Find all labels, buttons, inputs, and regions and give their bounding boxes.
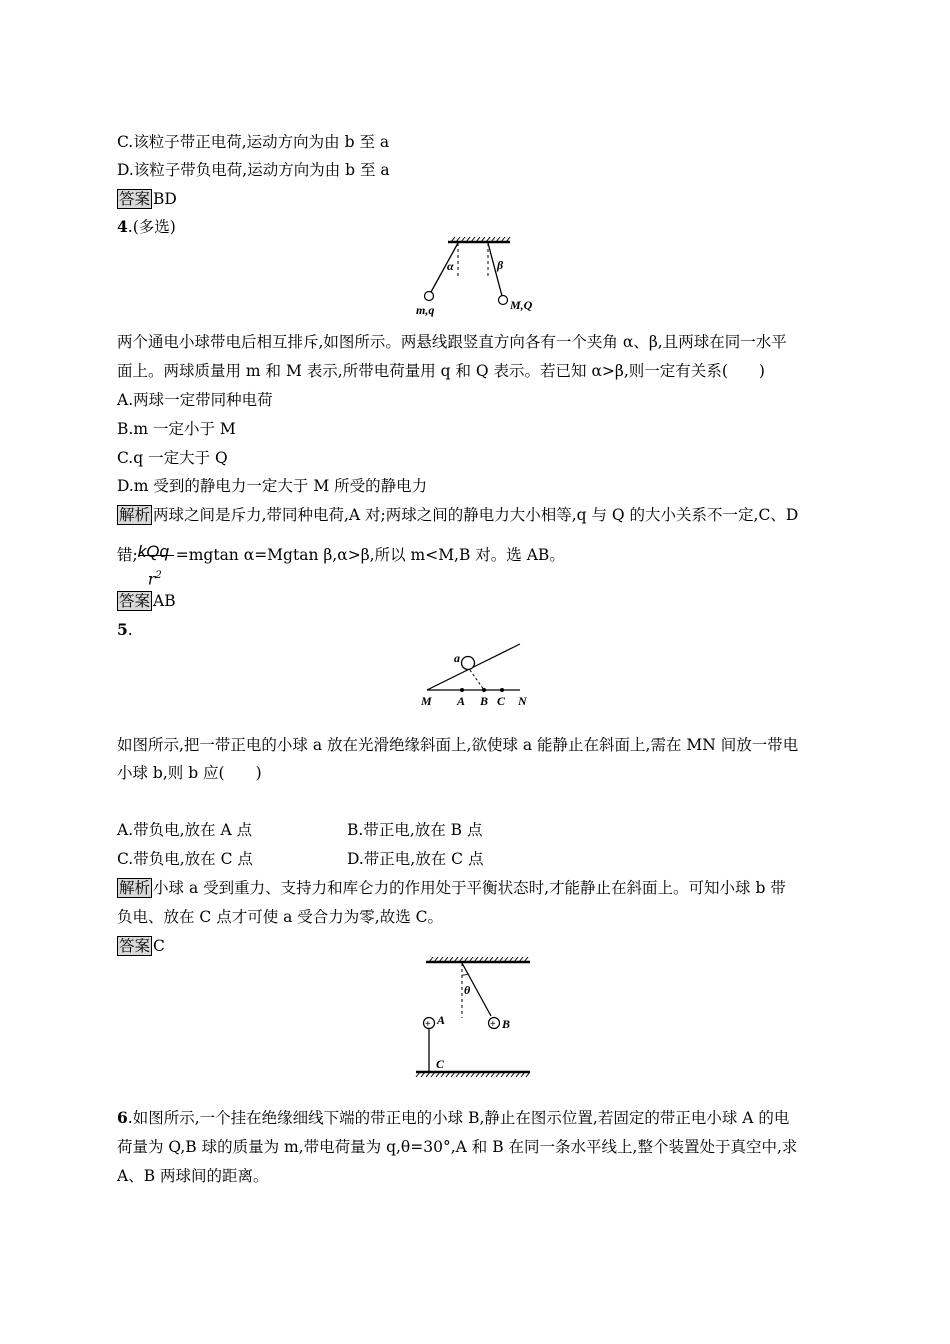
point-b <box>482 688 486 692</box>
q3-option-c: C.该粒子带正电荷,运动方向为由 b 至 a <box>117 133 390 151</box>
q5-option-c: C.带负电,放在 C 点 <box>117 850 253 868</box>
right-ball-label: M,Q <box>510 298 533 312</box>
q5-heading: 5. <box>117 620 133 639</box>
q4-analysis-text1: 两球之间是斥力,带同种电荷,A 对;两球之间的静电力大小相等,q 与 Q 的大小关系不一定,C、D <box>153 506 799 524</box>
b-label: B <box>480 694 489 708</box>
q5-stem-line2: 小球 b,则 b 应( ) <box>117 764 262 782</box>
analysis-tag: 解析 <box>119 879 151 897</box>
point-a <box>460 688 464 692</box>
q6-stem-text1: .如图所示,一个挂在绝缘细线下端的带正电的小球 B,静止在图示位置,若固定的带正电小球 A 的电 <box>127 1109 790 1127</box>
q5-number: 5 <box>117 620 128 639</box>
theta-arc <box>462 974 468 975</box>
q6-stem-line3: A、B 两球间的距离。 <box>117 1167 269 1185</box>
q5-answer: C <box>153 937 165 955</box>
q4-analysis-prefix: 错; <box>117 546 138 564</box>
answer-tag: 答案 <box>119 937 151 955</box>
ball-a <box>462 657 475 670</box>
analysis-tag: 解析 <box>119 506 151 524</box>
answer-tag: 答案 <box>119 592 151 610</box>
q4-stem-line1: 两个通电小球带电后相互排斥,如图所示。两悬线跟竖直方向各有一个夹角 α、β,且两球在同一水平 <box>117 333 787 351</box>
q4-analysis-suffix: =mgtan α=Mgtan β,α>β,所以 m<M,B 对。选 AB。 <box>175 546 565 564</box>
q5-figure <box>412 640 542 712</box>
q4-answer: AB <box>153 592 176 610</box>
q3-answer-row <box>117 188 177 210</box>
q5-option-a: A.带负电,放在 A 点 <box>117 821 253 839</box>
q6-number: 6 <box>117 1108 128 1127</box>
q3-answer: BD <box>153 190 177 208</box>
perpendicular-dash <box>470 670 484 690</box>
q4-heading <box>117 216 176 238</box>
right-ball <box>499 296 508 305</box>
alpha-label: α <box>447 259 454 273</box>
c-label: C <box>436 1057 445 1071</box>
left-string <box>431 243 458 292</box>
q4-option-a: A.两球一定带同种电荷 <box>117 391 273 409</box>
q4-figure <box>410 236 550 320</box>
a-label: A <box>437 1013 446 1027</box>
ball-b-plus: + <box>490 1019 496 1030</box>
ball-a-plus: + <box>425 1019 431 1030</box>
left-ball-label: m,q <box>416 303 435 317</box>
fraction-exponent: 2 <box>155 570 162 581</box>
theta-label: θ <box>464 983 471 997</box>
n-label: N <box>518 694 527 708</box>
beta-label: β <box>497 258 504 272</box>
m-label: M <box>421 694 432 708</box>
q4-option-c: C.q 一定大于 Q <box>117 449 228 467</box>
q5-option-b: B.带正电,放在 B 点 <box>347 821 483 839</box>
fraction-denominator: $r^2$ <box>147 569 162 589</box>
q4-option-d: D.m 受到的静电力一定大于 M 所受的静电力 <box>117 477 428 495</box>
q5-analysis-line2: 负电、放在 C 点才可使 a 受合力为零,故选 C。 <box>117 908 444 926</box>
ball-a-label: a <box>454 651 460 665</box>
q4-answer-row <box>117 590 176 612</box>
q4-analysis-line2 <box>117 535 565 589</box>
q5-analysis-line1 <box>117 877 786 899</box>
coulomb-fraction <box>137 536 176 589</box>
left-ball <box>425 292 434 301</box>
q4-kind: .(多选) <box>127 218 176 236</box>
a-label: A <box>457 694 466 708</box>
b-label: B <box>502 1017 511 1031</box>
q4-stem-line2: 面上。两球质量用 m 和 M 表示,所带电荷量用 q 和 Q 表示。若已知 α>β,则一定有关系( ) <box>117 362 765 380</box>
q3-option-d: D.该粒子带负电荷,运动方向为由 b 至 a <box>117 161 390 179</box>
q4-number: 4 <box>117 217 128 236</box>
q5-answer-row <box>117 935 165 957</box>
q5-option-d: D.带正电,放在 C 点 <box>347 850 484 868</box>
c-label: C <box>497 694 506 708</box>
fraction-numerator: kQq <box>137 542 169 561</box>
point-c <box>500 688 504 692</box>
q4-analysis-line1 <box>117 504 798 526</box>
answer-tag: 答案 <box>119 190 151 208</box>
q4-option-b: B.m 一定小于 M <box>117 420 236 438</box>
q6-stem-line2: 荷量为 Q,B 球的质量为 m,带电荷量为 q,θ=30°,A 和 B 在同一条水平线上,整个装置处于真空中,求 <box>117 1138 798 1156</box>
q6-stem-line1 <box>117 1107 789 1129</box>
q5-stem-line1: 如图所示,把一带正电的小球 a 放在光滑绝缘斜面上,欲使球 a 能静止在斜面上,需在 MN 间放一带电 <box>117 736 799 754</box>
q5-analysis-text1: 小球 a 受到重力、支持力和库仑力的作用处于平衡状态时,才能静止在斜面上。可知小球 b 带 <box>153 879 786 897</box>
q6-figure <box>412 954 542 1082</box>
